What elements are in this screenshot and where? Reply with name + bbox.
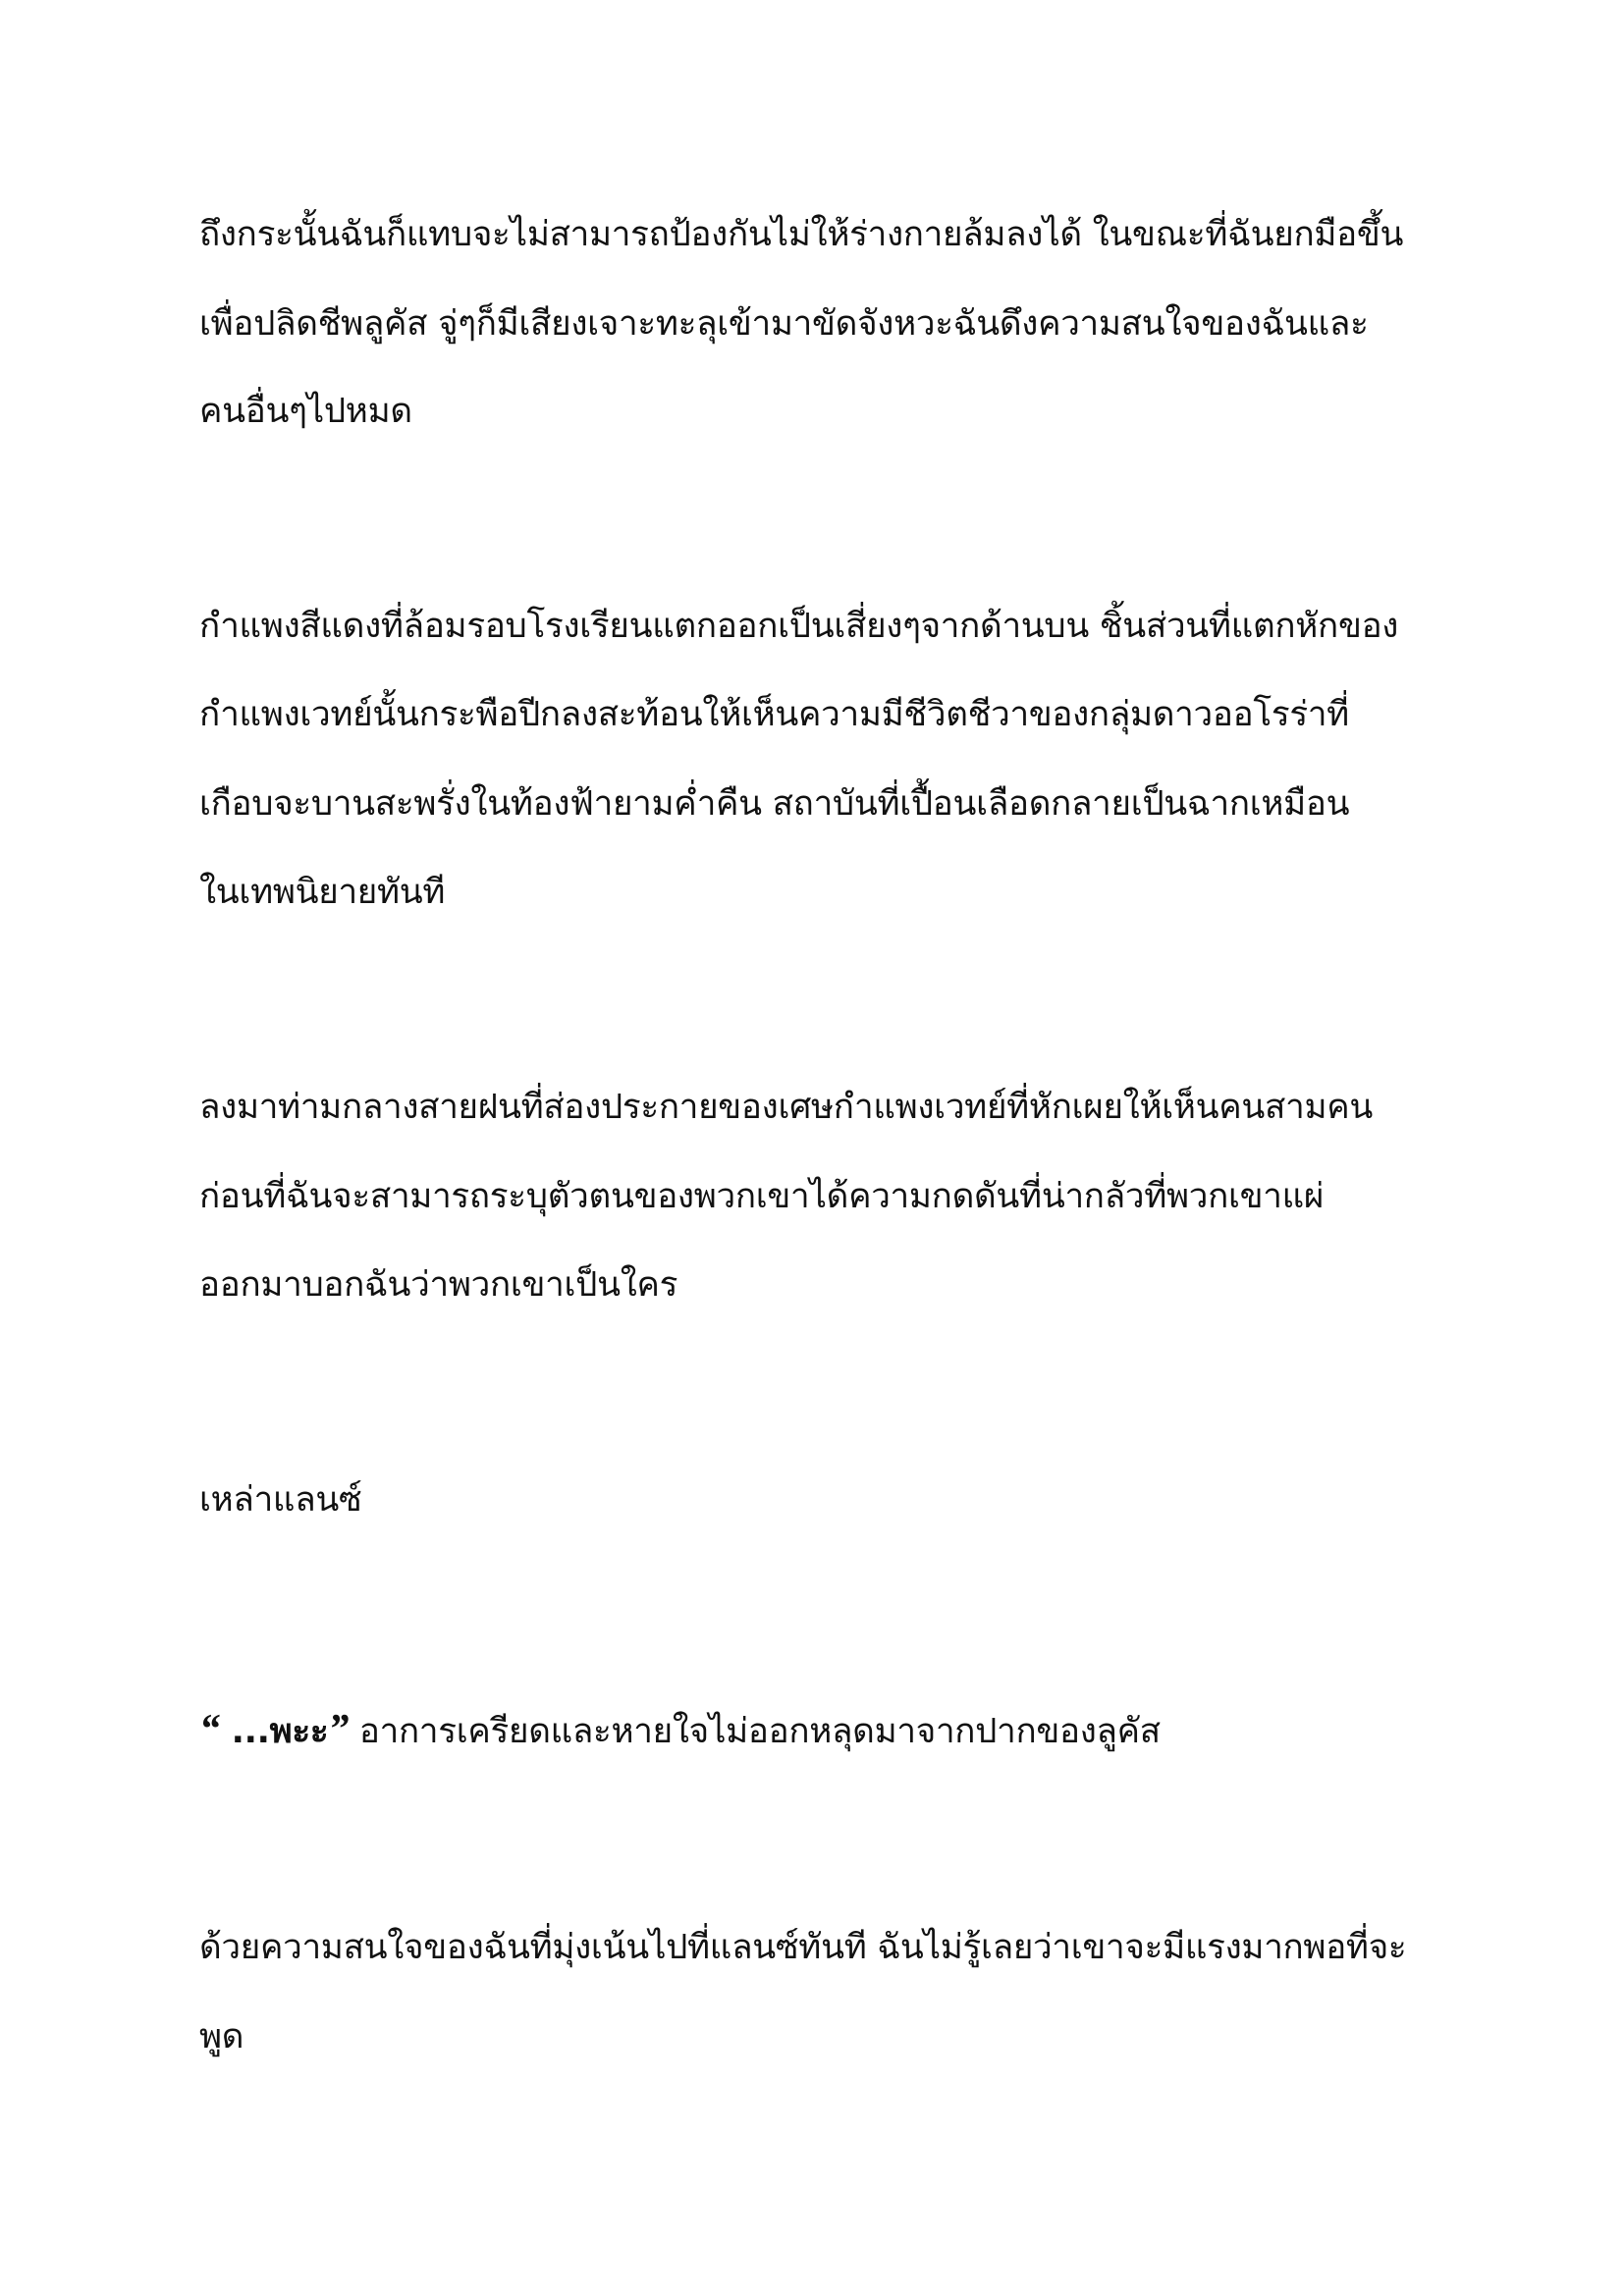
paragraph-4-line-1: เหล่าแลนซ์ xyxy=(199,1480,362,1520)
paragraph-3-line-1: ลงมาท่ามกลางสายฝนที่ส่องประกายของเศษกำแพงเวทย์ที่หักเผยให้เห็นคนสามคน xyxy=(199,1088,1373,1127)
paragraph-2-line-4: ในเทพนิยายทันที xyxy=(199,873,446,912)
paragraph-2-line-1: กำแพงสีแดงที่ล้อมรอบโรงเรียนแตกออกเป็นเสี่ยงๆจากด้านบน ชิ้นส่วนที่แตกหักของ xyxy=(199,607,1399,646)
quote-speech: ...พะะ xyxy=(219,1712,329,1751)
paragraph-3-line-3: ออกมาบอกฉันว่าพวกเขาเป็นใคร xyxy=(199,1265,678,1305)
open-quote-mark: “ xyxy=(199,1707,220,1752)
paragraph-1-line-1: ถึงกระนั้นฉันก็แทบจะไม่สามารถป้องกันไม่ให้ร่างกายล้มลงได้ ในขณะที่ฉันยกมือขึ้น xyxy=(199,215,1404,254)
paragraph-1-line-2: เพื่อปลิดชีพลูคัส จู่ๆก็มีเสียงเจาะทะลุเข้ามาขัดจังหวะฉันดึงความสนใจของฉันและ xyxy=(199,304,1369,344)
quote-line xyxy=(199,1700,1436,1759)
paragraph-2-line-2: กำแพงเวทย์นั้นกระพือปีกลงสะท้อนให้เห็นความมีชีวิตชีวาของกลุ่มดาวออโรร่าที่ xyxy=(199,695,1349,734)
paragraph-6-line-2: พูด xyxy=(199,2017,244,2056)
close-quote-mark: ” xyxy=(328,1707,350,1752)
paragraph-3-line-2: ก่อนที่ฉันจะสามารถระบุตัวตนของพวกเขาได้ความกดดันที่น่ากลัวที่พวกเขาแผ่ xyxy=(199,1177,1325,1216)
paragraph-2-line-3: เกือบจะบานสะพรั่งในท้องฟ้ายามค่ำคืน สถาบันที่เปื้อนเลือดกลายเป็นฉากเหมือน xyxy=(199,784,1350,824)
paragraph-1-line-3: คนอื่นๆไปหมด xyxy=(199,392,412,431)
paragraph-6-line-1: ด้วยความสนใจของฉันที่มุ่งเน้นไปที่แลนซ์ทันที ฉันไม่รู้เลยว่าเขาจะมีแรงมากพอที่จะ xyxy=(199,1928,1407,1967)
quote-narration: อาการเครียดและหายใจไม่ออกหลุดมาจากปากของลูคัส xyxy=(349,1712,1161,1751)
